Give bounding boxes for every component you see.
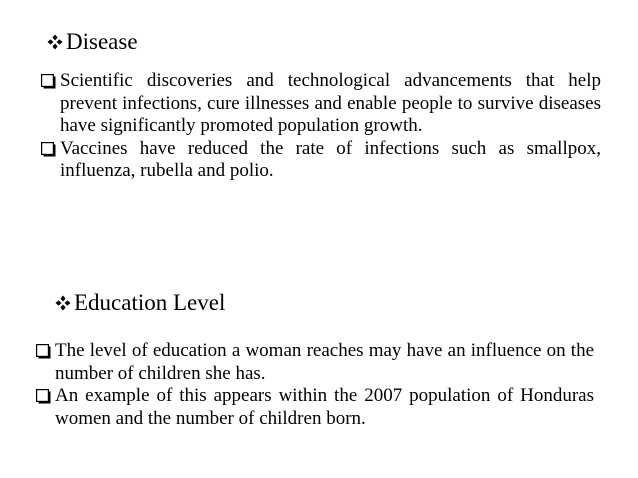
four-diamond-icon (55, 295, 71, 311)
education-level-heading (55, 289, 225, 317)
bullet-text: The level of education a woman reaches may have an influence on the number of children she has. (55, 340, 594, 384)
square-bullet-icon (41, 74, 54, 87)
list-item (36, 340, 594, 385)
square-bullet-icon (36, 389, 49, 402)
list-item (36, 385, 594, 430)
education-bullet-list (36, 340, 594, 430)
four-diamond-icon (47, 34, 63, 50)
disease-bullet-list (41, 70, 601, 183)
square-bullet-icon (36, 344, 49, 357)
disease-heading-text: Disease (66, 29, 138, 54)
disease-heading (47, 28, 138, 56)
bullet-text: An example of this appears within the 2007 population of Honduras women and the number of children born. (55, 385, 594, 429)
square-bullet-icon (41, 142, 54, 155)
list-item (41, 138, 601, 183)
list-item (41, 70, 601, 138)
education-level-heading-text: Education Level (74, 290, 226, 315)
bullet-text: Scientific discoveries and technological advancements that help prevent infections, cure illnesses and enable people to survive diseases have significantly promoted population growth. (60, 70, 601, 136)
bullet-text: Vaccines have reduced the rate of infections such as smallpox, influenza, rubella and polio. (60, 137, 601, 181)
